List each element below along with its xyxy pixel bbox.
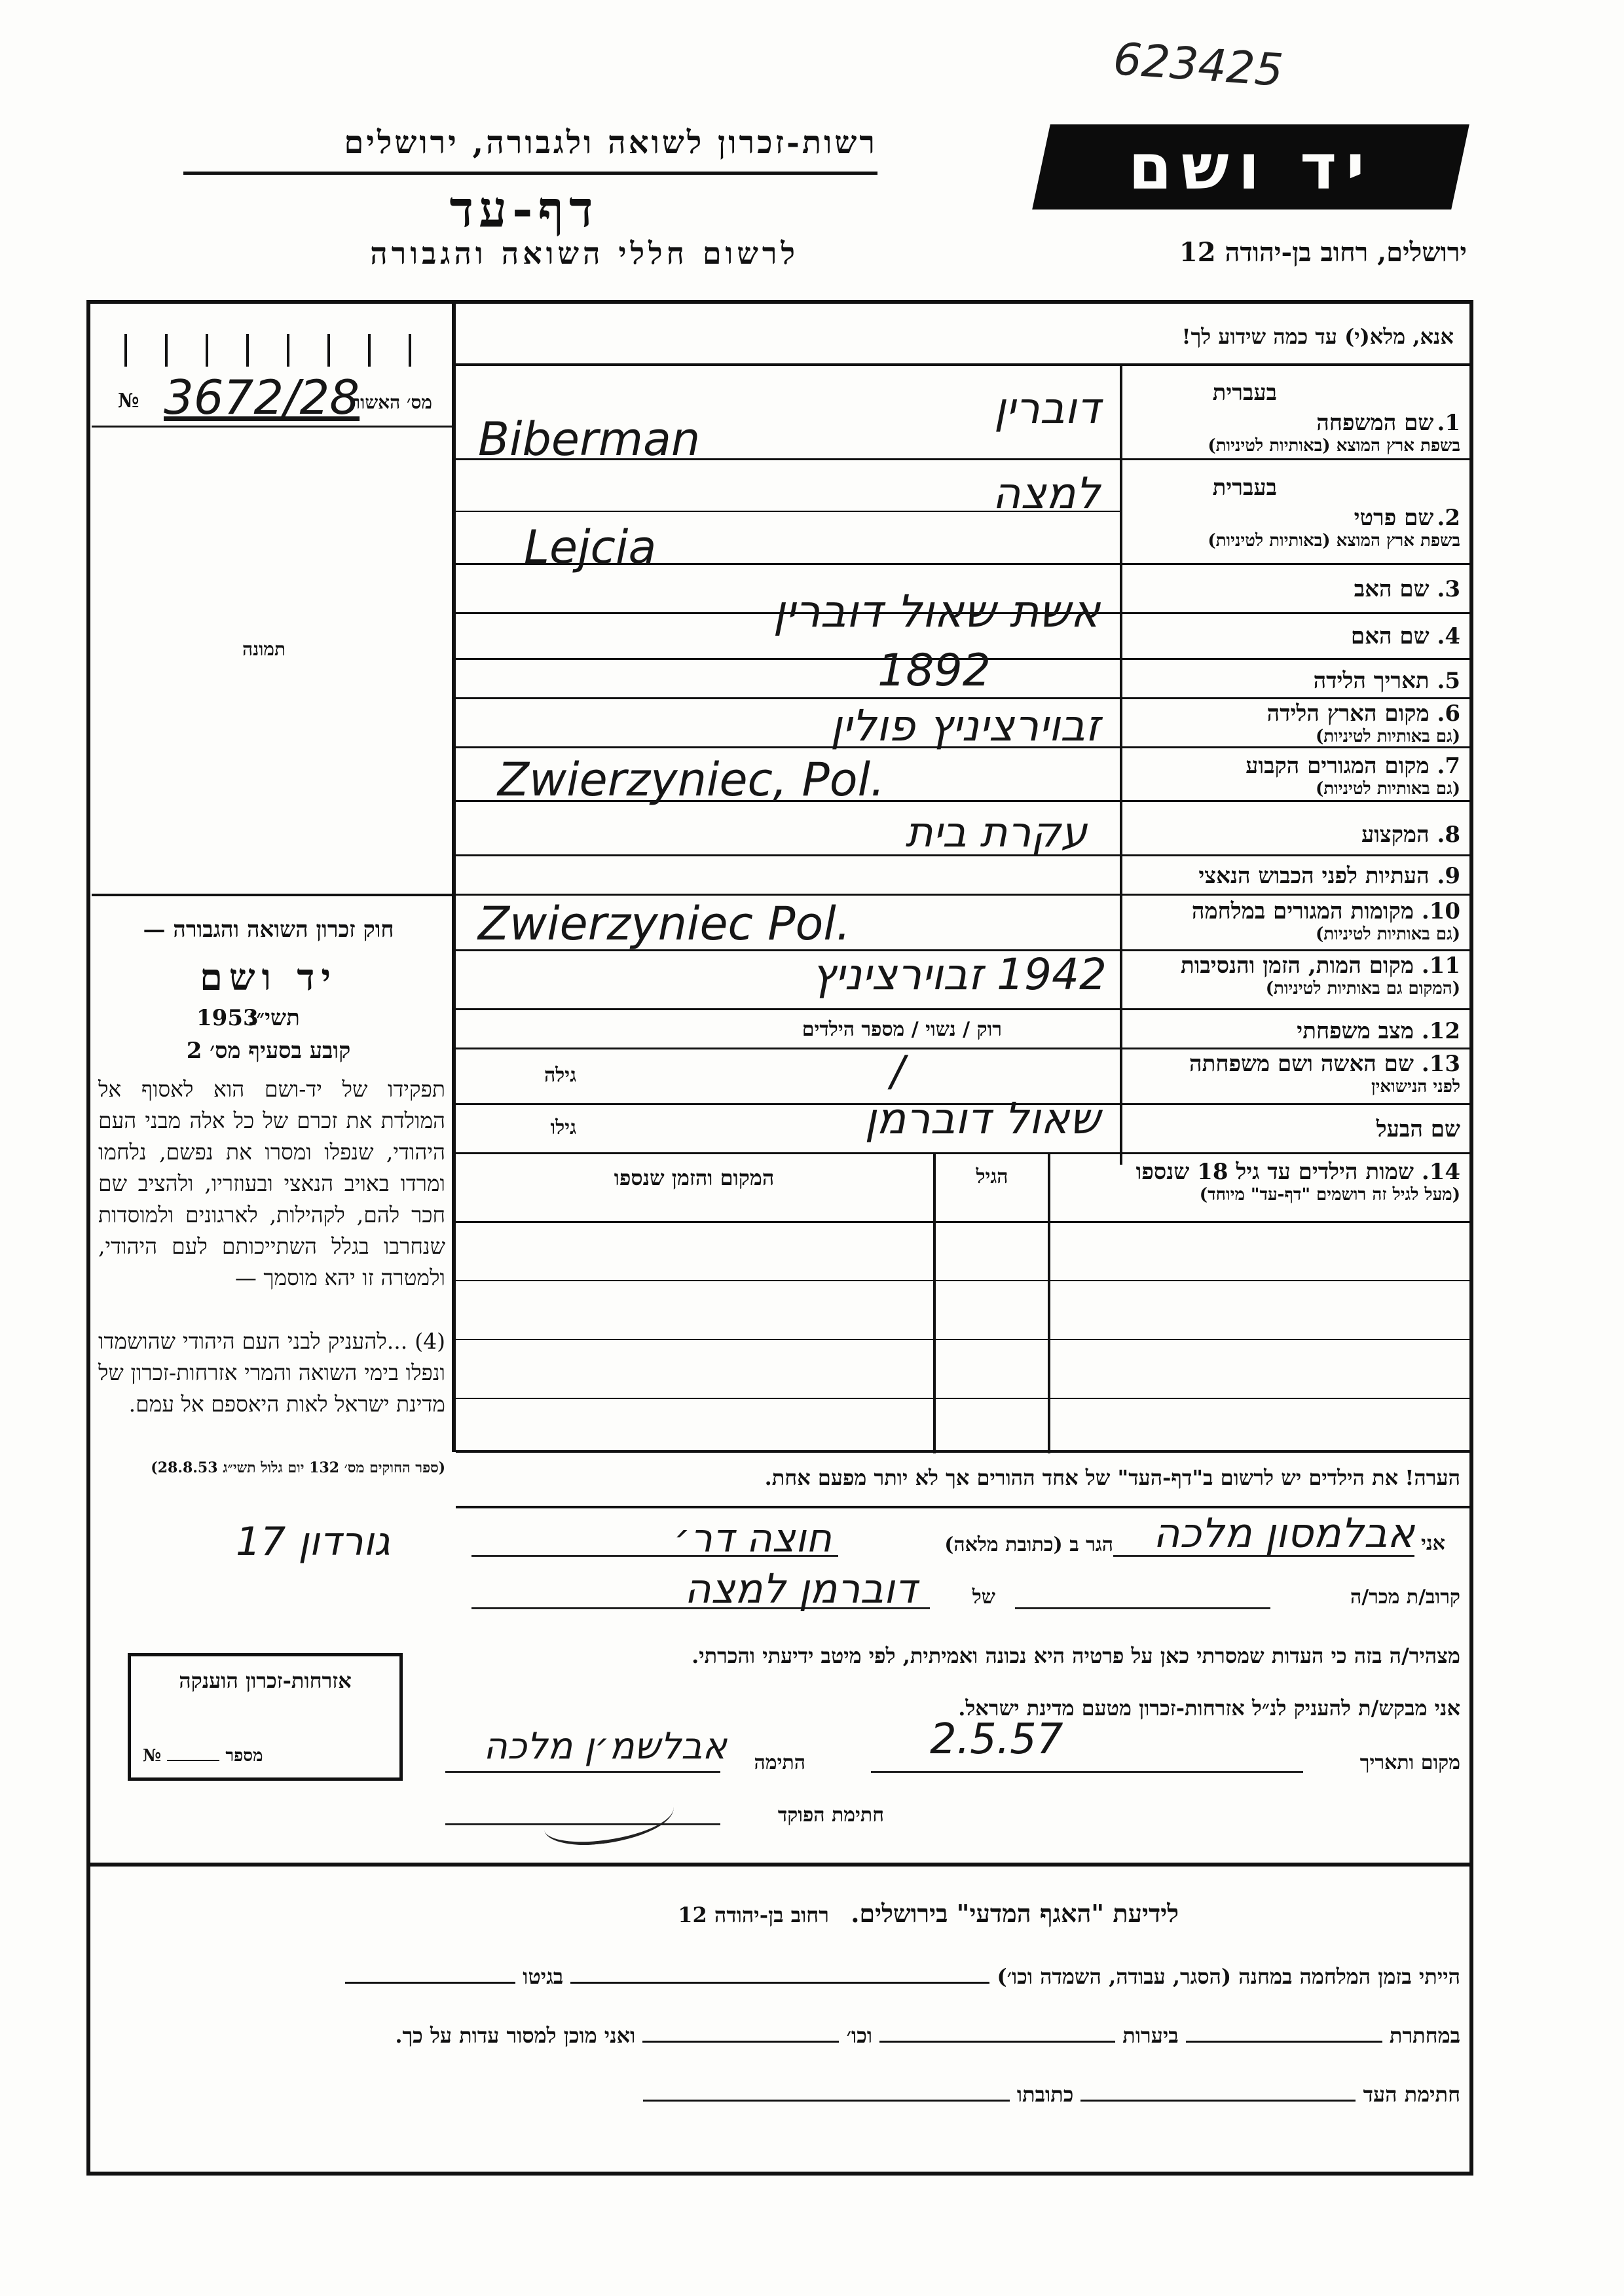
law-name: יד ושם	[199, 956, 338, 999]
field-8-value: עקרת בית	[905, 809, 1087, 857]
approval-rule	[92, 426, 452, 428]
footer-witness-signature-label: חתימת העד	[1363, 2082, 1460, 2107]
field-9-name: העתיות לפני הכבוש הנאצי	[1198, 863, 1430, 889]
footer-line-3	[111, 2082, 1460, 2107]
footer-etc-label: וכו׳	[846, 2023, 873, 2048]
field-6-num: 6.	[1437, 701, 1460, 727]
field-9-num: 9.	[1437, 863, 1460, 889]
footer-line-2	[111, 2023, 1460, 2048]
footer-title: לידיעת "האגף המדעי" בירושלים.	[851, 1899, 1179, 1928]
field-13-sub: לפני הנישואין	[1371, 1077, 1460, 1097]
field-8-num: 8.	[1437, 822, 1460, 848]
field-12-value: /	[891, 1048, 905, 1096]
citizenship-title: אזרחות-זכרון הוענקה	[179, 1668, 352, 1693]
field-4-num: 4.	[1437, 623, 1460, 649]
intro-text: אנא, מלא(י) עד כמה שידוע לך!	[1181, 324, 1454, 349]
place-date-line	[871, 1771, 1303, 1773]
form-subtitle: לרשום חללי השואה והגבורה	[370, 236, 799, 271]
logo-text: יד ושם	[1128, 130, 1374, 204]
field-7-label	[1126, 753, 1460, 799]
children-row-2	[456, 1339, 1473, 1340]
field-2-latin-value: Lejcia	[524, 520, 657, 574]
label-column-divider	[1120, 366, 1122, 1165]
date-value: 2.5.57	[930, 1715, 1063, 1764]
field-10-value: Zwierzyniec Pol.	[478, 897, 851, 951]
note-row	[471, 1465, 1460, 1490]
footer-witness-address-label: כתובתו	[1016, 2082, 1074, 2107]
field-1-name: שם המשפחה	[1316, 410, 1434, 436]
children-row-1	[456, 1280, 1473, 1281]
field-7-value: Zwierzyniec, Pol.	[498, 753, 885, 807]
footer-underground-label: במחתרת	[1389, 2023, 1460, 2048]
left-column-divider	[452, 300, 456, 1452]
statement: מצהיר/ה בזה כי העדות שמסרתי כאן על פרטיה היא נכונה ואמיתית, לפי מיטב ידיעתי והכרתי.	[692, 1643, 1460, 1668]
field-10-name: מקומות המגורים במלחמה	[1191, 898, 1414, 924]
law-section: קובע בסעיף מס׳ 2	[186, 1038, 351, 1064]
field-5-value: 1892	[877, 645, 991, 697]
children-place-header: המקום והזמן שנספו	[614, 1165, 775, 1190]
footer-rule	[86, 1863, 1473, 1867]
field-13-name: שם האשה ושם משפחתה	[1189, 1051, 1414, 1077]
field-3-name: שם האב	[1354, 576, 1430, 602]
field-2-name: שם פרטי	[1354, 505, 1434, 531]
field-13-label	[1126, 1051, 1460, 1097]
logo-address: ירושלים, רחוב בן-יהודה 12	[1179, 237, 1467, 268]
approval-ticks	[124, 334, 419, 367]
footer-forests-label: ביערות	[1122, 2023, 1179, 2048]
note-label: הערה!	[1405, 1465, 1460, 1490]
note-text: את הילדים יש לרשום ב"דף-העד" של אחד ההורים אך לא יותר מפעם אחת.	[764, 1465, 1399, 1490]
field-4-name: שם האם	[1350, 623, 1430, 649]
place-date-label: מקום ותאריך	[1359, 1751, 1460, 1774]
signature-value: אבלשמ׳ן מלכה	[483, 1725, 727, 1768]
address-value: חוצה דר׳	[674, 1516, 832, 1561]
field-11-num: 11.	[1421, 953, 1460, 979]
field-3-num: 3.	[1437, 576, 1460, 602]
photo-section-rule	[92, 894, 452, 896]
children-header-rule	[456, 1221, 1473, 1223]
field-1-label	[1126, 380, 1460, 456]
field-4-label	[1126, 623, 1460, 649]
field-6-name: מקום הארץ הלידה	[1266, 701, 1430, 727]
intro-rule	[456, 363, 1473, 366]
approval-number: 3672/28	[164, 370, 360, 425]
citizenship-number	[143, 1746, 385, 1766]
field-11-value: 1942 זבוירציניץ	[811, 949, 1107, 1000]
officer-label: חתימת הפוקד	[777, 1804, 884, 1827]
field-1-latin-value: Biberman	[478, 412, 701, 466]
form-title: דף-עד	[449, 180, 599, 238]
approval-label: מס׳ האשור	[351, 392, 432, 413]
field-5-label	[1126, 668, 1460, 694]
footer-ready-label: ואני מוכן למסור עדות על כך.	[395, 2023, 636, 2048]
archive-number: 623425	[1111, 33, 1285, 97]
field-12-options: רוק / נשוי / מספר הילדים	[802, 1018, 1002, 1041]
law-title: חוק זכרון השואה והגבורה —	[143, 917, 394, 943]
declaration-i-label: אני	[1421, 1532, 1445, 1555]
hebrew-label: בעברית	[1212, 380, 1277, 406]
of-label: של	[972, 1586, 995, 1609]
children-title: 14. שמות הילדים עד גיל 18 שנספו	[1135, 1159, 1460, 1185]
law-text-2: (4) ...להעניק לבני העם היהודי שהושמדו ונפלו בימי השואה והמרי אזרחות-זכרון של מדינת ישראל לאות היאספם אל עמם.	[98, 1328, 445, 1417]
footer-camp-label: הייתי בזמן המלחמה במחנה (הסגר, עבודה, השמדה וכו׳)	[997, 1964, 1460, 1989]
field-2-sub: בשפת ארץ המוצא (באותיות לטיניות)	[1208, 531, 1460, 551]
footer-title-address: רחוב בן-יהודה 12	[678, 1903, 829, 1927]
field-6-value: זבוירציניץ פולין	[830, 701, 1100, 751]
signature-line	[445, 1771, 720, 1773]
field-10-label	[1126, 898, 1460, 944]
relation-label: קרוב/ת מכר/ה	[1350, 1586, 1460, 1609]
relation-value: דוברמן למצה	[684, 1565, 917, 1613]
authority-title: רשות-זכרון לשואה ולגבורה, ירושלים	[344, 124, 877, 161]
field-5-num: 5.	[1437, 668, 1460, 694]
field-12-num: 12.	[1421, 1018, 1460, 1044]
children-sub: (מעל לגיל זה רושמים "דף-עד" מיוחד)	[1199, 1185, 1460, 1205]
field-7-name: מקום המגורים הקבוע	[1246, 753, 1430, 779]
citizenship-number-label: מספר	[225, 1746, 263, 1766]
field-2-num: 2.	[1437, 505, 1460, 531]
field-8-label	[1126, 822, 1460, 848]
address-cont: גורדון 17	[236, 1519, 390, 1565]
field-2-label	[1126, 475, 1460, 551]
field-13-num: 13.	[1421, 1051, 1460, 1077]
husband-age-label: גילו	[550, 1116, 576, 1139]
field-1-hebrew-value: דוברין	[993, 383, 1100, 433]
husband-label: שם הבעל	[1376, 1116, 1460, 1142]
footer-line-1	[111, 1964, 1460, 1989]
field-3-label	[1126, 576, 1460, 602]
children-col-age-left	[933, 1152, 936, 1453]
field-4-value: אשת שאול דוברין	[773, 586, 1100, 638]
photo-label: תמונה	[242, 638, 286, 660]
field-12-label	[1126, 1018, 1460, 1044]
relation-blank-line	[1015, 1607, 1270, 1609]
children-age-header: הגיל	[976, 1165, 1008, 1188]
field-8-name: המקצוע	[1361, 822, 1430, 848]
field-11-label	[1126, 953, 1460, 998]
field-2-hebrew-value: למצה	[992, 468, 1100, 519]
children-label	[1054, 1159, 1460, 1205]
header-rule	[183, 172, 877, 175]
approval-no-symbol: №	[118, 390, 139, 412]
request: אני מבקש/ת להעניק לנ״ל אזרחות-זכרון מטעם מדינת ישראל.	[958, 1696, 1460, 1721]
field-10-sub: (גם באותיות לטיניות)	[1315, 924, 1460, 944]
law-year-heb: תשי״ג	[249, 1005, 300, 1031]
yad-vashem-logo	[1032, 124, 1469, 210]
hebrew-label-2: בעברית	[1212, 475, 1277, 501]
field-11-name: מקום המות, הזמן והנסיבות	[1180, 953, 1414, 979]
field-9-label	[1126, 863, 1460, 889]
field-7-num: 7.	[1437, 753, 1460, 779]
note-rule	[456, 1506, 1473, 1508]
field-6-sub: (גם באותיות לטיניות)	[1315, 727, 1460, 746]
signer-name: אבלמסון מלכה	[1153, 1509, 1414, 1557]
footer-title-row	[458, 1899, 1179, 1929]
children-row-3	[456, 1398, 1473, 1399]
law-year: 1953	[196, 1005, 259, 1031]
law-source: (ספר החוקים מס׳ 132 יום גלול תשי״ג 28.8.53)	[151, 1459, 445, 1476]
signature-label: התימה	[754, 1751, 805, 1774]
field-1-sub: בשפת ארץ המוצא (באותיות לטיניות)	[1208, 436, 1460, 456]
field-13-age-label: גילה	[544, 1064, 576, 1087]
field-1-num: 1.	[1437, 410, 1460, 436]
children-bottom-rule	[456, 1450, 1473, 1453]
citizenship-no-symbol: №	[143, 1746, 162, 1766]
field-10-num: 10.	[1421, 898, 1460, 924]
husband-value: שאול דוברמן	[864, 1093, 1100, 1144]
footer-ghetto-label: בגיטו	[523, 1964, 564, 1989]
field-5-name: תאריך הלידה	[1313, 668, 1430, 694]
field-6-label	[1126, 701, 1460, 746]
field-12-name: מצב משפחתי	[1297, 1018, 1414, 1044]
field-11-sub: (המקום גם באותיות לטיניות)	[1265, 979, 1460, 998]
citizenship-box	[128, 1653, 403, 1781]
children-col-age-right	[1048, 1152, 1050, 1453]
address-label: הגר ב (כתובת מלאה)	[944, 1533, 1113, 1556]
law-text: תפקידו של יד-ושם הוא לאסוף אל המולדת את זכרם של כל אלה מבני העם היהודי, שנפלו ומסרו את נפשם, נלחמו ומרדו באויב הנאצי ובעוזריו, ולהציב שם חכר להם, לקהילות, לארגונים ולמוסדות שנחרבו בגלל השתייכותם לעם היהודי, ולמטרה זו יהא מוסמך —	[98, 1076, 445, 1290]
field-7-sub: (גם באותיות לטיניות)	[1315, 779, 1460, 799]
